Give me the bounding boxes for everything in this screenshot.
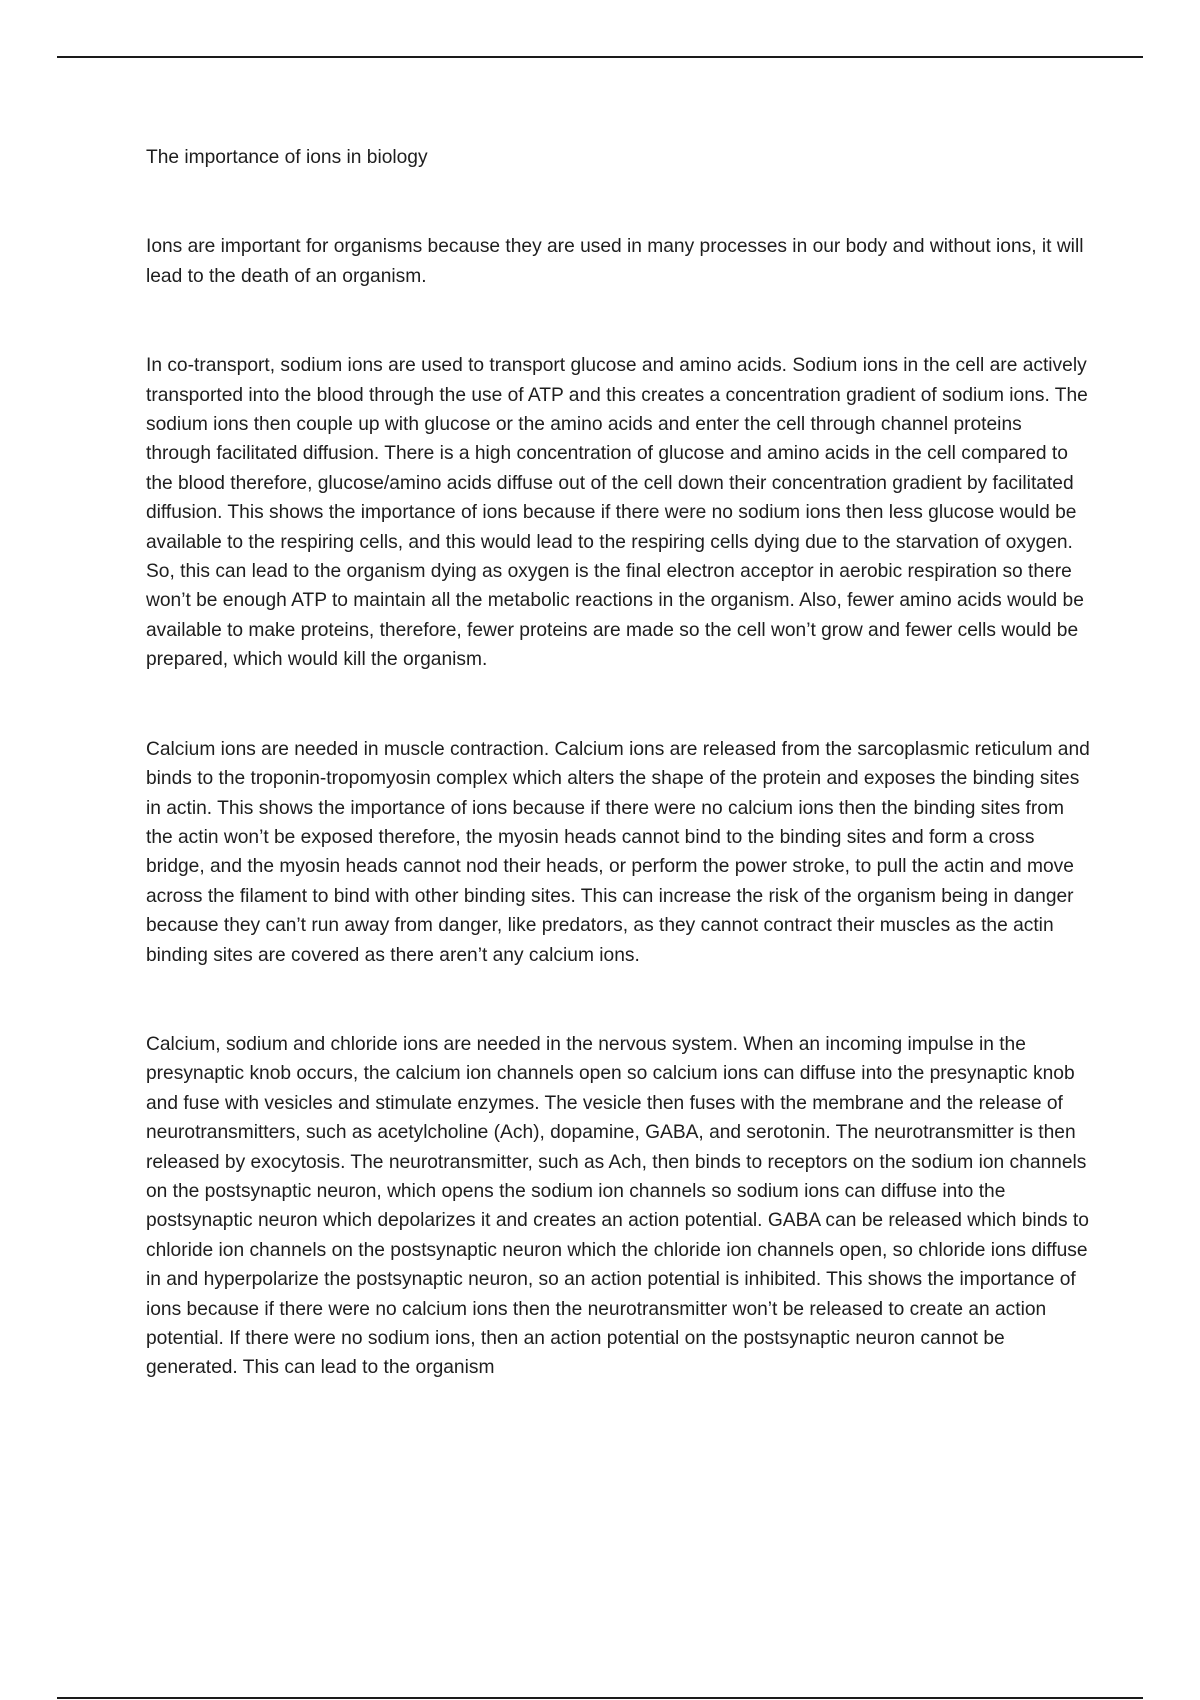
paragraph-introduction: Ions are important for organisms because they are used in many processes in our body and without ions, it will lead to the death of an organism.: [146, 236, 1084, 287]
document-title: The importance of ions in biology: [146, 147, 428, 168]
paragraph-co-transport: In co-transport, sodium ions are used to transport glucose and amino acids. Sodium ions in the cell are actively transported into the blood through the use of ATP and this creates a concentration gradient of sodium ions. The sodium ions then couple up with glucose or the amino acids and enter the cell through channel proteins through facilitated diffusion. There is a high concentration of glucose and amino acids in the cell compared to the blood therefore, glucose/amino acids diffuse out of the cell down their concentration gradient by facilitated diffusion. This shows the importance of ions because if there were no sodium ions then less glucose would be available to the respiring cells, and this would lead to the respiring cells dying due to the starvation of oxygen. So, this can lead to the organism dying as oxygen is the final electron acceptor in aerobic respiration so there won’t be enough ATP to maintain all the metabolic reactions in the organism. Also, fewer amino acids would be available to make proteins, therefore, fewer proteins are made so the cell won’t grow and fewer cells would be prepared, which would kill the organism.: [146, 355, 1088, 671]
page-bottom-rule: [57, 1697, 1143, 1699]
paragraph-nervous-system: Calcium, sodium and chloride ions are needed in the nervous system. When an incoming impulse in the presynaptic knob occurs, the calcium ion channels open so calcium ions can diffuse into the presynaptic knob and fuse with vesicles and stimulate enzymes. The vesicle then fuses with the membrane and the release of neurotransmitters, such as acetylcholine (Ach), dopamine, GABA, and serotonin. The neurotransmitter is then released by exocytosis. The neurotransmitter, such as Ach, then binds to receptors on the sodium ion channels on the postsynaptic neuron, which opens the sodium ion channels so sodium ions can diffuse into the postsynaptic neuron which depolarizes it and creates an action potential. GABA can be released which binds to chloride ion channels on the postsynaptic neuron which the chloride ion channels open, so chloride ions diffuse in and hyperpolarize the postsynaptic neuron, so an action potential is inhibited. This shows the importance of ions because if there were no calcium ions then the neurotransmitter won’t be released to create an action potential. If there were no sodium ions, then an action potential on the postsynaptic neuron cannot be generated. This can lead to the organism: [146, 1033, 1089, 1379]
document-body: [146, 143, 1091, 1383]
paragraph-muscle-contraction: Calcium ions are needed in muscle contraction. Calcium ions are released from the sarcoplasmic reticulum and binds to the troponin-tropomyosin complex which alters the shape of the protein and exposes the binding sites in actin. This shows the importance of ions because if there were no calcium ions then the binding sites from the actin won’t be exposed therefore, the myosin heads cannot bind to the binding sites and form a cross bridge, and the myosin heads cannot nod their heads, or perform the power stroke, to pull the actin and move across the filament to bind with other binding sites. This can increase the risk of the organism being in danger because they can’t run away from danger, like predators, as they cannot contract their muscles as the actin binding sites are covered as there aren’t any calcium ions.: [146, 738, 1090, 966]
page-top-rule: [57, 56, 1143, 58]
